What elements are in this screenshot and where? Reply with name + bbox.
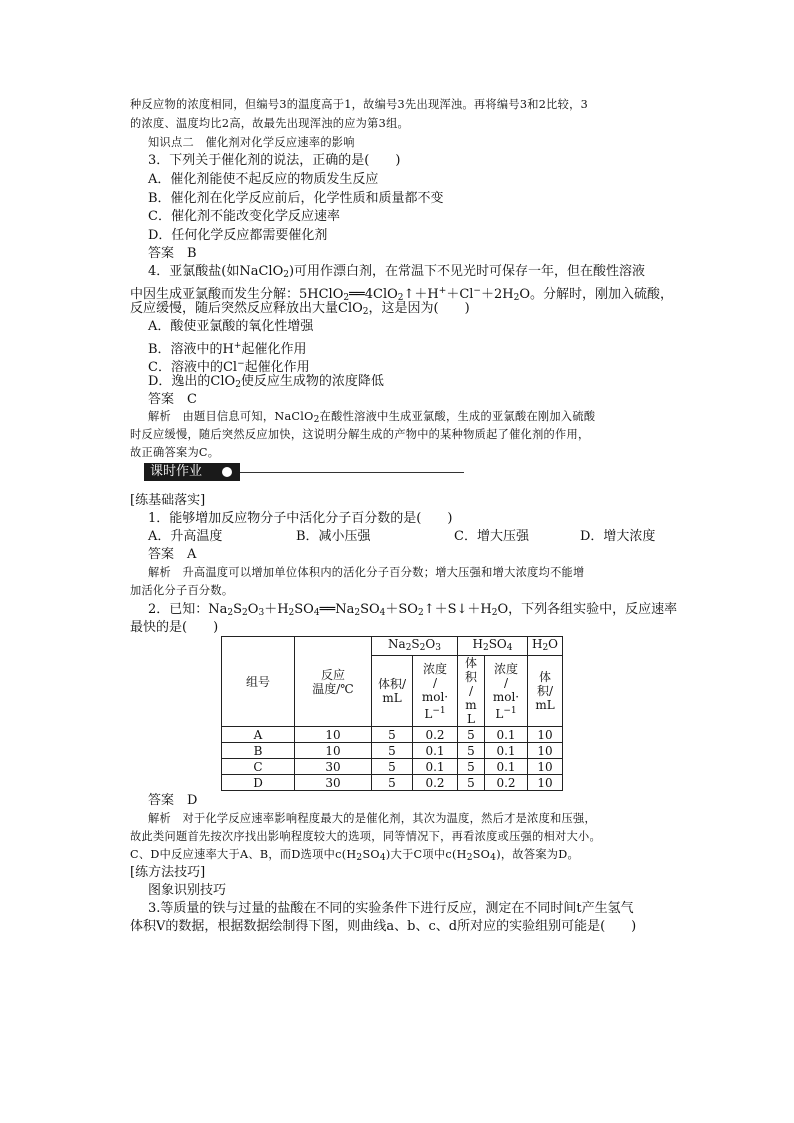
experiment-table <box>221 636 563 791</box>
q4-optd-sub: 2 <box>235 380 241 390</box>
th-h2o-a: H <box>531 637 543 651</box>
q2-s-j: O，下列各组实验中，反应速率 <box>497 602 678 617</box>
q1-option-d: D．增大浓度 <box>580 529 656 544</box>
q4-optd-b: 使反应生成物的浓度降低 <box>240 374 384 389</box>
th-conc-3: mol· <box>421 689 449 704</box>
q4-l3-b: ，这是因为( ) <box>368 301 470 316</box>
cell: 0.1 <box>413 743 458 759</box>
th-w-2: 积/ <box>536 684 554 698</box>
th-na2s2o3 <box>372 637 458 656</box>
cell: C <box>222 759 295 775</box>
q4-eq-sub2: 2 <box>397 293 404 303</box>
cell: B <box>222 743 295 759</box>
cell: 10 <box>295 727 372 743</box>
q2-s-g: SO <box>360 602 380 617</box>
section-rule <box>240 472 464 473</box>
th-na-concentration <box>413 656 458 727</box>
q4-eq-b: ══4ClO <box>349 287 398 302</box>
q2-s-h: ＋SO <box>385 602 418 617</box>
th-vv2: 积 <box>464 670 477 684</box>
q4-optb-sup: + <box>233 341 242 351</box>
q2-sub8: 2 <box>417 608 424 618</box>
cell: 10 <box>528 727 563 743</box>
q4-expl-sub: 2 <box>313 415 320 425</box>
th-temperature <box>295 637 372 727</box>
th-c2-1: 浓度 <box>493 661 518 676</box>
th-acid-volume <box>458 656 485 727</box>
q4-answer: 答案 C <box>148 392 197 407</box>
cell: 10 <box>528 775 563 791</box>
th-na-s2: 2 <box>419 643 426 653</box>
table-row <box>222 727 563 743</box>
q4-l3-sub: 2 <box>362 307 369 317</box>
q2-e3-c: )大于C项中c(H <box>385 848 467 861</box>
th-h2so4 <box>458 637 528 656</box>
q2-e3-s3: 2 <box>466 853 473 863</box>
q3b-stem-line-2: 体积V的数据，根据数据绘制得下图，则曲线a、b、c、d所对应的实验组别可能是( ) <box>130 919 637 934</box>
q3-option-a: A．催化剂能使不起反应的物质发生反应 <box>148 172 379 187</box>
q4-eq-f: O。分解时，刚加入硫酸， <box>519 287 673 302</box>
th-conc-2: / <box>432 675 438 690</box>
cell: 30 <box>295 775 372 791</box>
q4-optc-a: C．溶液中的Cl <box>148 360 238 375</box>
q3-option-b: B．催化剂在化学反应前后，化学性质和质量都不变 <box>148 191 444 206</box>
q2-s-a: 2．已知：Na <box>148 602 228 617</box>
q2-s-e: SO <box>294 602 314 617</box>
th-h2so4-s2: 4 <box>506 643 513 653</box>
method-heading: [练方法技巧] <box>130 865 206 880</box>
cell: 5 <box>372 759 413 775</box>
q2-e3-b: SO <box>362 848 380 861</box>
intro-line-1: 种反应物的浓度相同，但编号3的温度高于1，故编号3先出现浑浊。再将编号3和2比较，3 <box>130 98 589 111</box>
q2-sub7: 4 <box>379 608 386 618</box>
th-na-a: Na <box>388 637 406 651</box>
q4-explanation-line-2: 时反应缓慢，随后突然反应加快，这说明分解生成的产物中的某种物质起了催化剂的作用， <box>130 428 590 441</box>
th-conc-4: L <box>424 706 433 721</box>
q2-e3-e: )，故答案为D。 <box>496 848 580 861</box>
q4-eq-d: ＋Cl <box>446 287 474 302</box>
q2-s-b: S <box>233 602 243 617</box>
th-w-1: 体 <box>538 670 551 684</box>
th-na-volume <box>372 656 413 727</box>
section-header-bar <box>130 463 464 481</box>
q3-answer: 答案 B <box>148 246 197 261</box>
th-vv3: / <box>468 684 474 698</box>
q4-eq-e: ＋2H <box>480 287 514 302</box>
table-row <box>222 775 563 791</box>
cell: D <box>222 775 295 791</box>
q2-stem-line-2: 最快的是( ) <box>130 620 219 635</box>
cell: 10 <box>295 743 372 759</box>
q4-eq-c: ↑＋H <box>403 287 439 302</box>
th-c2-3: mol· <box>492 689 520 704</box>
cell: 5 <box>372 775 413 791</box>
q4-eq-a: 中因生成亚氯酸而发生分解：5HClO <box>130 287 344 302</box>
th-vol-2: mL <box>382 691 402 705</box>
cell: 0.2 <box>413 775 458 791</box>
q2-sub4: 2 <box>288 608 295 618</box>
th-na-s3: 3 <box>435 643 441 653</box>
th-h2so4-a: H <box>472 637 483 651</box>
q2-sub6: 2 <box>354 608 361 618</box>
th-h2o <box>528 637 563 656</box>
th-c2-2: / <box>503 675 509 690</box>
basic-practice-heading: [练基础落实] <box>130 493 206 508</box>
q2-sub9: 2 <box>491 608 498 618</box>
q3-option-d: D．任何化学反应都需要催化剂 <box>148 228 328 243</box>
cell: 10 <box>528 743 563 759</box>
q2-e3-s2: 4 <box>379 853 386 863</box>
q1-explanation-line-1: 解析 升高温度可以增加单位体积内的活化分子百分数；增大压强和增大浓度均不能增 <box>148 566 585 579</box>
q4-optb-a: B．溶液中的H <box>148 342 234 357</box>
q4-eq-sup2: − <box>473 286 481 296</box>
q2-sub3: 3 <box>258 608 265 618</box>
th-vv4: m <box>465 698 477 712</box>
q4-option-a: A．酸使亚氯酸的氧化性增强 <box>148 319 314 334</box>
cell: 30 <box>295 759 372 775</box>
th-temp-2: 温度/℃ <box>312 681 354 696</box>
q3b-stem-line-1: 3.等质量的铁与过量的盐酸在不同的实验条件下进行反应，测定在不同时间t产生氢气 <box>148 901 634 916</box>
th-h2o-b: O <box>548 637 559 651</box>
table-row <box>222 743 563 759</box>
q4-stem-part-a: 4．亚氯酸盐(如NaClO <box>148 264 284 279</box>
q2-s-c: O <box>247 602 259 617</box>
q4-stem-line-1 <box>148 263 645 284</box>
q2-e3-a: C、D中反应速率大于A、B，而D选项中c(H <box>130 848 357 861</box>
q2-sub2: 2 <box>242 608 248 618</box>
q2-sub1: 2 <box>227 608 234 618</box>
q3-stem: 3．下列关于催化剂的说法，正确的是( ) <box>148 153 401 168</box>
th-w-3: mL <box>535 698 555 712</box>
cell: 5 <box>458 775 485 791</box>
th-na-c: O <box>425 637 436 651</box>
q4-eq-sub1: 2 <box>343 293 350 303</box>
cell: 0.2 <box>485 775 528 791</box>
cell: 10 <box>528 759 563 775</box>
intro-line-2: 的浓度、温度均比2高，故最先出现浑浊的应为第3组。 <box>130 117 410 130</box>
section-dot-icon <box>222 467 232 477</box>
q2-e3-s4: 4 <box>490 853 497 863</box>
q4-stem-part-b: )可用作漂白剂，在常温下不见光时可保存一年，但在酸性溶液 <box>288 264 646 279</box>
th-temp-1: 反应 <box>320 667 345 682</box>
th-h2so4-b: SO <box>488 637 507 651</box>
th-group: 组号 <box>222 637 295 727</box>
cell: 0.1 <box>413 759 458 775</box>
q2-s-f: ══Na <box>319 602 355 617</box>
th-h2so4-s1: 2 <box>482 643 489 653</box>
cell: 5 <box>458 727 485 743</box>
q4-eq-sub3: 2 <box>513 293 520 303</box>
method-subtitle: 图象识别技巧 <box>148 883 227 898</box>
th-water-volume <box>528 656 563 727</box>
th-conc-sup: −1 <box>432 705 446 716</box>
section-title-text: 课时作业 <box>150 464 203 479</box>
q4-expl-a: 解析 由题目信息可知，NaClO <box>148 410 314 423</box>
q4-optd-a: D．逸出的ClO <box>148 374 236 389</box>
th-c2-4: L <box>495 706 504 721</box>
q1-answer: 答案 A <box>148 547 197 562</box>
cell: 0.2 <box>413 727 458 743</box>
cell: A <box>222 727 295 743</box>
th-na-s1: 2 <box>405 643 412 653</box>
q2-s-d: ＋H <box>264 602 289 617</box>
q3-option-c: C．催化剂不能改变化学反应速率 <box>148 209 340 224</box>
q2-stem-line-1 <box>148 601 677 622</box>
cell: 0.1 <box>485 727 528 743</box>
th-vol-1: 体积/ <box>377 677 407 691</box>
q2-explanation-line-2: 故此类问题首先按次序找出影响程度较大的选项，同等情况下，再看浓度或压强的相对大小。 <box>130 830 601 843</box>
th-h2o-s: 2 <box>542 643 549 653</box>
q4-optc-b: 起催化作用 <box>244 360 310 375</box>
q1-option-b: B．减小压强 <box>296 529 371 544</box>
q4-stem-sub: 2 <box>283 270 289 280</box>
th-na-b: S <box>411 637 420 651</box>
q2-s-i: ↑＋S↓＋H <box>423 602 492 617</box>
q1-explanation-line-2: 加活化分子百分数。 <box>130 584 234 597</box>
th-conc-1: 浓度 <box>422 661 447 676</box>
q4-l3-a: 反应缓慢，随后突然反应释放出大量ClO <box>130 301 363 316</box>
q2-explanation-line-1: 解析 对于化学反应速率影响程度最大的是催化剂，其次为温度，然后才是浓度和压强， <box>148 812 597 825</box>
q1-stem: 1．能够增加反应物分子中活化分子百分数的是( ) <box>148 511 453 526</box>
q2-e3-s1: 2 <box>356 853 363 863</box>
q4-expl-b: 在酸性溶液中生成亚氯酸，生成的亚氯酸在刚加入硫酸 <box>319 410 596 423</box>
q4-optb-b: 起催化作用 <box>241 342 307 357</box>
th-vv1: 体 <box>464 656 477 670</box>
q4-optc-sup: − <box>237 359 245 369</box>
cell: 5 <box>458 759 485 775</box>
cell: 5 <box>372 727 413 743</box>
cell: 5 <box>372 743 413 759</box>
cell: 5 <box>458 743 485 759</box>
cell: 0.1 <box>485 759 528 775</box>
q4-explanation-line-3: 故正确答案为C。 <box>130 446 220 459</box>
q2-e3-d: SO <box>472 848 491 861</box>
q4-eq-sup1: + <box>438 286 447 296</box>
knowledge-point-heading: 知识点二 催化剂对化学反应速率的影响 <box>148 136 355 149</box>
table-row <box>222 759 563 775</box>
q1-option-a: A．升高温度 <box>148 529 223 544</box>
th-vv5: L <box>467 712 475 726</box>
th-acid-concentration <box>485 656 528 727</box>
q2-sub5: 4 <box>313 608 320 618</box>
th-c2-sup: −1 <box>503 705 517 716</box>
cell: 0.1 <box>485 743 528 759</box>
q2-answer: 答案 D <box>148 793 198 808</box>
q1-option-c: C．增大压强 <box>454 529 529 544</box>
